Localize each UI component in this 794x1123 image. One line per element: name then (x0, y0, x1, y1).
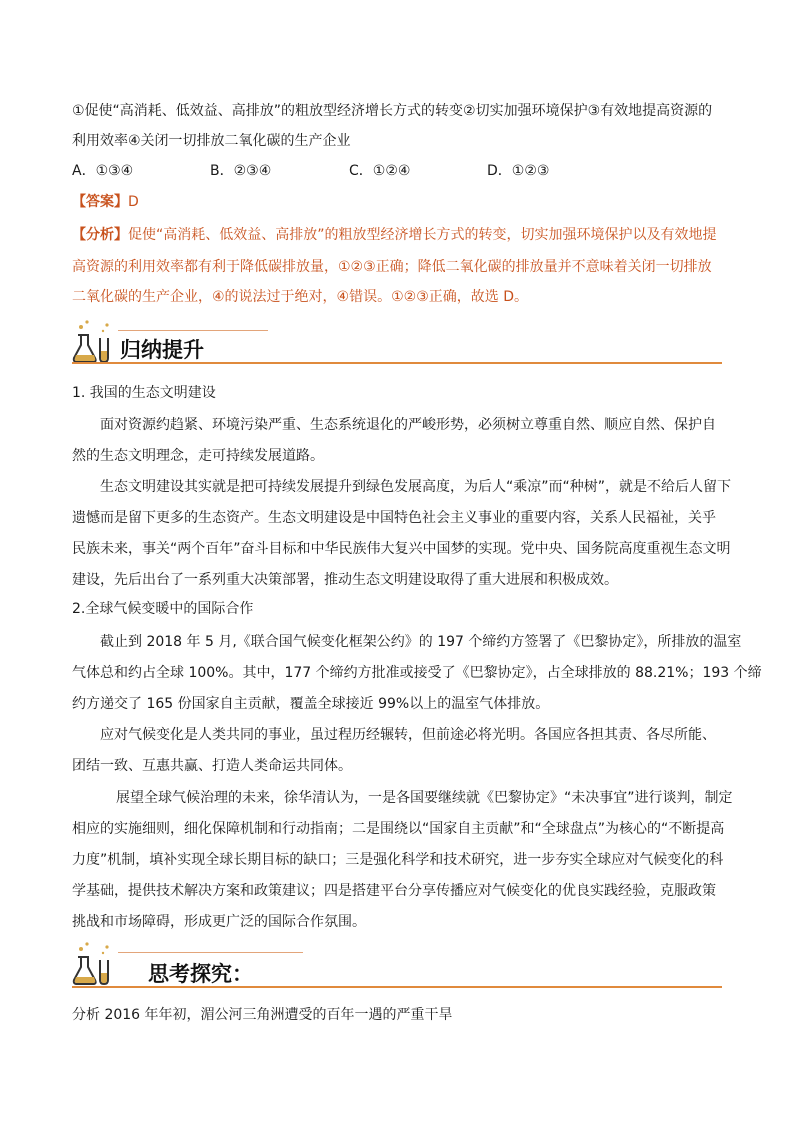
answer-value: D (128, 194, 139, 210)
summary-p5-line-2: 相应的实施细则，细化保障机制和行动指南；二是围绕以“国家自主贡献”和“全球盘点”为核心的“不断提高 (72, 821, 725, 837)
summary-section-title: 归纳提升 (120, 338, 204, 362)
lab-flask-icon (72, 318, 116, 364)
summary-p3-line-1: 截止到 2018 年 5 月,《联合国气候变化框架公约》的 197 个缔约方签署了《巴黎协定》，所排放的温室 (100, 634, 742, 650)
option-c: C．①②④ (349, 163, 411, 179)
summary-p1-line-1: 面对资源约趋紧、环境污染严重、生态系统退化的严峻形势，必须树立尊重自然、顺应自然、保护自 (100, 417, 716, 433)
header-rule (72, 362, 722, 364)
summary-p1-line-2: 然的生态文明理念，走可持续发展道路。 (72, 448, 324, 464)
option-a: A．①③④ (72, 163, 134, 179)
header-accent-line (118, 330, 268, 331)
summary-p5-line-1: 展望全球气候治理的未来，徐华清认为，一是各国要继续就《巴黎协定》“未决事宜”进行谈判，制定 (116, 790, 733, 806)
summary-p5-line-5: 挑战和市场障碍，形成更广泛的国际合作氛围。 (72, 914, 366, 930)
question-stem-line-2: 利用效率④关闭一切排放二氧化碳的生产企业 (72, 133, 351, 149)
summary-p5-line-4: 学基础，提供技术解决方案和政策建议；四是搭建平台分享传播应对气候变化的优良实践经验，克服政策 (72, 883, 716, 899)
summary-p2-line-1: 生态文明建设其实就是把可持续发展提升到绿色发展高度，为后人“乘凉”而“种树”，就是不给后人留下 (100, 479, 732, 495)
summary-p3-line-3: 约方递交了 165 份国家自主贡献，覆盖全球接近 99%以上的温室气体排放。 (72, 696, 550, 712)
answer-line (72, 192, 139, 212)
summary-p4-line-2: 团结一致、互惠共赢、打造人类命运共同体。 (72, 758, 352, 774)
summary-p3-line-2: 气体总和约占全球 100%。其中，177 个缔约方批准或接受了《巴黎协定》，占全球排放的 88.21%；193 个缔 (72, 665, 762, 681)
analysis-text-1: 促使“高消耗、低效益、高排放”的粗放型经济增长方式的转变，切实加强环境保护以及有效地提 (128, 227, 717, 243)
summary-p2-line-3: 民族未来，事关“两个百年”奋斗目标和中华民族伟大复兴中国梦的实现。党中央、国务院高度重视生态文明 (72, 541, 731, 557)
summary-p4-line-1: 应对气候变化是人类共同的事业，虽过程历经辗转，但前途必将光明。各国应各担其责、各尽所能、 (100, 727, 716, 743)
summary-heading-1: 1. 我国的生态文明建设 (72, 385, 216, 401)
summary-heading-2: 2.全球气候变暖中的国际合作 (72, 601, 254, 617)
think-section-title: 思考探究： (148, 962, 253, 986)
summary-p5-line-3: 力度”机制，填补实现全球长期目标的缺口；三是强化科学和技术研究，进一步夯实全球应对气候变化的科 (72, 852, 724, 868)
question-stem-line-1: ①促使“高消耗、低效益、高排放”的粗放型经济增长方式的转变②切实加强环境保护③有效地提高资源的 (72, 103, 713, 119)
analysis-line-3: 二氧化碳的生产企业，④的说法过于绝对，④错误。①②③正确，故选 D。 (72, 289, 528, 305)
think-section-header (72, 940, 722, 990)
header-rule (72, 986, 722, 988)
analysis-line-1 (72, 225, 717, 245)
answer-tag: 【答案】 (72, 194, 128, 210)
analysis-tag: 【分析】 (72, 227, 128, 243)
option-d: D．①②③ (487, 163, 550, 179)
think-line-1: 分析 2016 年年初，湄公河三角洲遭受的百年一遇的严重干旱 (72, 1007, 453, 1023)
header-accent-line (118, 952, 303, 953)
summary-section-header (72, 318, 722, 366)
summary-p2-line-4: 建设，先后出台了一系列重大决策部署，推动生态文明建设取得了重大进展和积极成效。 (72, 572, 618, 588)
option-b: B．②③④ (210, 163, 272, 179)
lab-flask-icon (72, 940, 116, 986)
summary-p2-line-2: 遗憾而是留下更多的生态资产。生态文明建设是中国特色社会主义事业的重要内容，关系人民福祉，关乎 (72, 510, 716, 526)
analysis-line-2: 高资源的利用效率都有利于降低碳排放量，①②③正确；降低二氧化碳的排放量并不意味着关闭一切排放 (72, 259, 712, 275)
